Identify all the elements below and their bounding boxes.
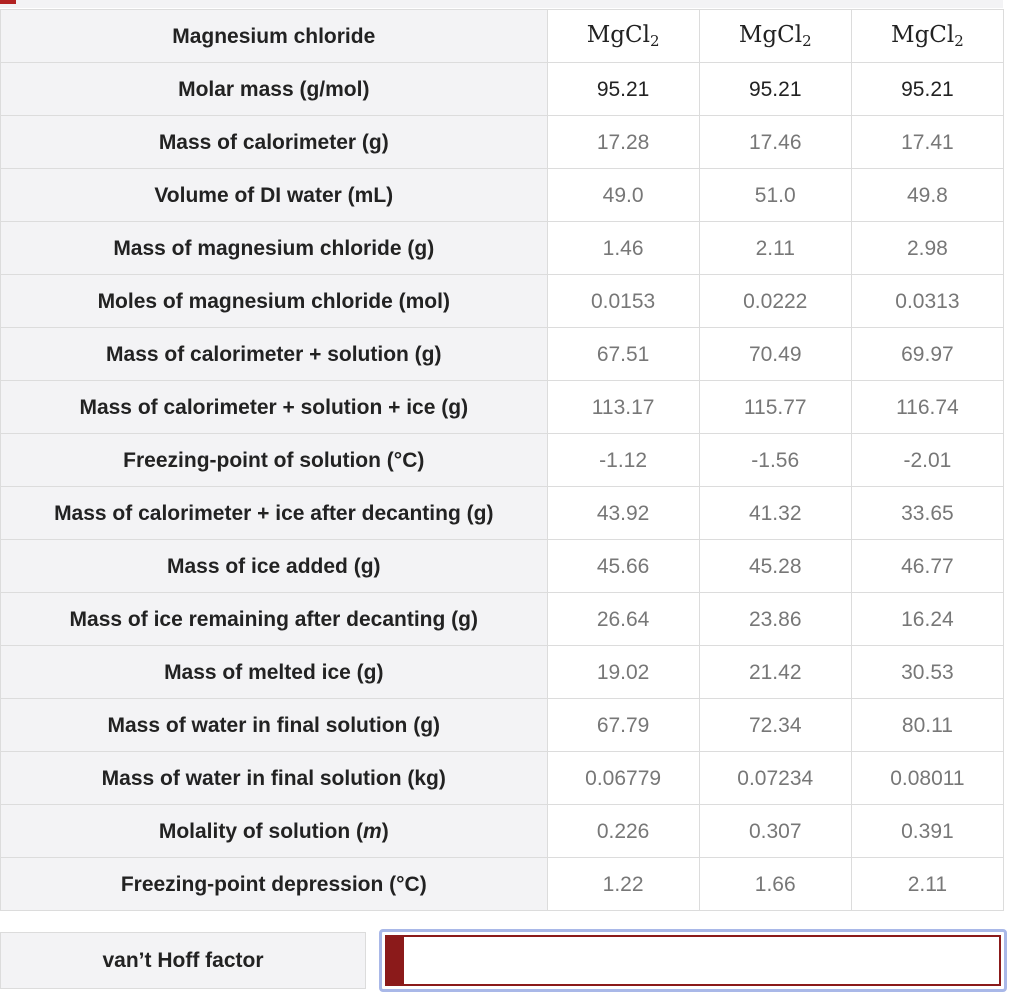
row-label: Freezing-point of solution (°C): [1, 434, 548, 487]
row-label: Mass of calorimeter (g): [1, 116, 548, 169]
table-row: [1, 487, 1004, 540]
row-value: 51.0: [699, 169, 851, 222]
formula-base: MgCl: [586, 21, 650, 48]
table-row: [1, 752, 1004, 805]
row-label: Mass of calorimeter + ice after decanting (g): [1, 487, 548, 540]
formula-base: MgCl: [738, 21, 803, 48]
row-label: Mass of calorimeter + solution (g): [1, 328, 548, 381]
vant-hoff-input-box: [385, 935, 1001, 986]
table-row: [1, 381, 1004, 434]
row-value: 67.51: [547, 328, 699, 381]
vant-hoff-input[interactable]: [404, 937, 999, 984]
row-value: 0.07234: [699, 752, 851, 805]
row-label: Mass of ice remaining after decanting (g): [1, 593, 548, 646]
row-value: 45.28: [699, 540, 851, 593]
row-value: 0.391: [851, 805, 1003, 858]
row-value: -1.12: [547, 434, 699, 487]
formula-cell: [851, 10, 1003, 63]
table-row: [1, 275, 1004, 328]
row-value: 26.64: [547, 593, 699, 646]
row-value: 1.66: [699, 858, 851, 911]
row-value: 1.22: [547, 858, 699, 911]
row-label: Moles of magnesium chloride (mol): [1, 275, 548, 328]
row-value: 45.66: [547, 540, 699, 593]
data-table: [0, 9, 1004, 911]
row-value: 2.11: [851, 858, 1003, 911]
row-value: 0.0222: [699, 275, 851, 328]
top-strip: [0, 0, 1003, 8]
row-label: Molar mass (g/mol): [1, 63, 548, 116]
row-value: 19.02: [547, 646, 699, 699]
row-value: 46.77: [851, 540, 1003, 593]
row-value: 0.06779: [547, 752, 699, 805]
row-value: 0.08011: [851, 752, 1003, 805]
table-row: [1, 646, 1004, 699]
row-value: 30.53: [851, 646, 1003, 699]
row-label: Mass of ice added (g): [1, 540, 548, 593]
table-row: [1, 540, 1004, 593]
row-value: 0.226: [547, 805, 699, 858]
table-row: [1, 63, 1004, 116]
formula-cell: [699, 10, 851, 63]
row-value: 67.79: [547, 699, 699, 752]
row-label: Mass of water in final solution (kg): [1, 752, 548, 805]
molality-label-pre: Molality of solution (: [158, 819, 363, 843]
row-value: 95.21: [547, 63, 699, 116]
row-label: Mass of melted ice (g): [1, 646, 548, 699]
row-value: 0.0153: [547, 275, 699, 328]
row-value: 70.49: [699, 328, 851, 381]
table-row: [1, 858, 1004, 911]
row-value: 1.46: [547, 222, 699, 275]
row-value: -2.01: [851, 434, 1003, 487]
row-label: Mass of magnesium chloride (g): [1, 222, 548, 275]
row-value: 80.11: [851, 699, 1003, 752]
corner-mark: [0, 0, 16, 4]
row-label: Freezing-point depression (°C): [1, 858, 548, 911]
formula-subscript: 2: [649, 31, 660, 50]
header-label: Magnesium chloride: [1, 10, 548, 63]
table-row: [1, 434, 1004, 487]
row-label: Volume of DI water (mL): [1, 169, 548, 222]
row-value: -1.56: [699, 434, 851, 487]
row-value: 69.97: [851, 328, 1003, 381]
formula-subscript: 2: [802, 31, 812, 50]
table-row: [1, 328, 1004, 381]
row-value: 2.11: [699, 222, 851, 275]
table-row: [1, 222, 1004, 275]
row-value: 17.28: [547, 116, 699, 169]
row-value: 95.21: [699, 63, 851, 116]
row-value: 0.307: [699, 805, 851, 858]
table-header-row: [1, 10, 1004, 63]
row-value: 0.0313: [851, 275, 1003, 328]
row-value: 95.21: [851, 63, 1003, 116]
row-value: 43.92: [547, 487, 699, 540]
row-value: 72.34: [699, 699, 851, 752]
molality-unit: m: [363, 819, 382, 843]
table-row: [1, 593, 1004, 646]
row-value: 41.32: [699, 487, 851, 540]
row-value: 16.24: [851, 593, 1003, 646]
row-value: 2.98: [851, 222, 1003, 275]
table-row: [1, 169, 1004, 222]
vant-hoff-label: van’t Hoff factor: [0, 932, 366, 989]
row-value: 33.65: [851, 487, 1003, 540]
table-row: [1, 805, 1004, 858]
row-label: Mass of water in final solution (g): [1, 699, 548, 752]
vant-hoff-input-focus-ring: [379, 929, 1007, 992]
formula-cell: [547, 10, 699, 63]
row-value: 17.46: [699, 116, 851, 169]
row-value: 113.17: [547, 381, 699, 434]
table-row: [1, 116, 1004, 169]
input-error-bar: [387, 937, 404, 984]
row-value: 23.86: [699, 593, 851, 646]
row-value: 116.74: [851, 381, 1003, 434]
row-value: 21.42: [699, 646, 851, 699]
row-label: Mass of calorimeter + solution + ice (g): [1, 381, 548, 434]
row-value: 49.8: [851, 169, 1003, 222]
molality-label-post: ): [381, 819, 389, 843]
row-label: [1, 805, 548, 858]
row-value: 49.0: [547, 169, 699, 222]
row-value: 17.41: [851, 116, 1003, 169]
formula-subscript: 2: [954, 31, 964, 50]
table-row: [1, 699, 1004, 752]
formula-base: MgCl: [891, 21, 955, 48]
row-value: 115.77: [699, 381, 851, 434]
